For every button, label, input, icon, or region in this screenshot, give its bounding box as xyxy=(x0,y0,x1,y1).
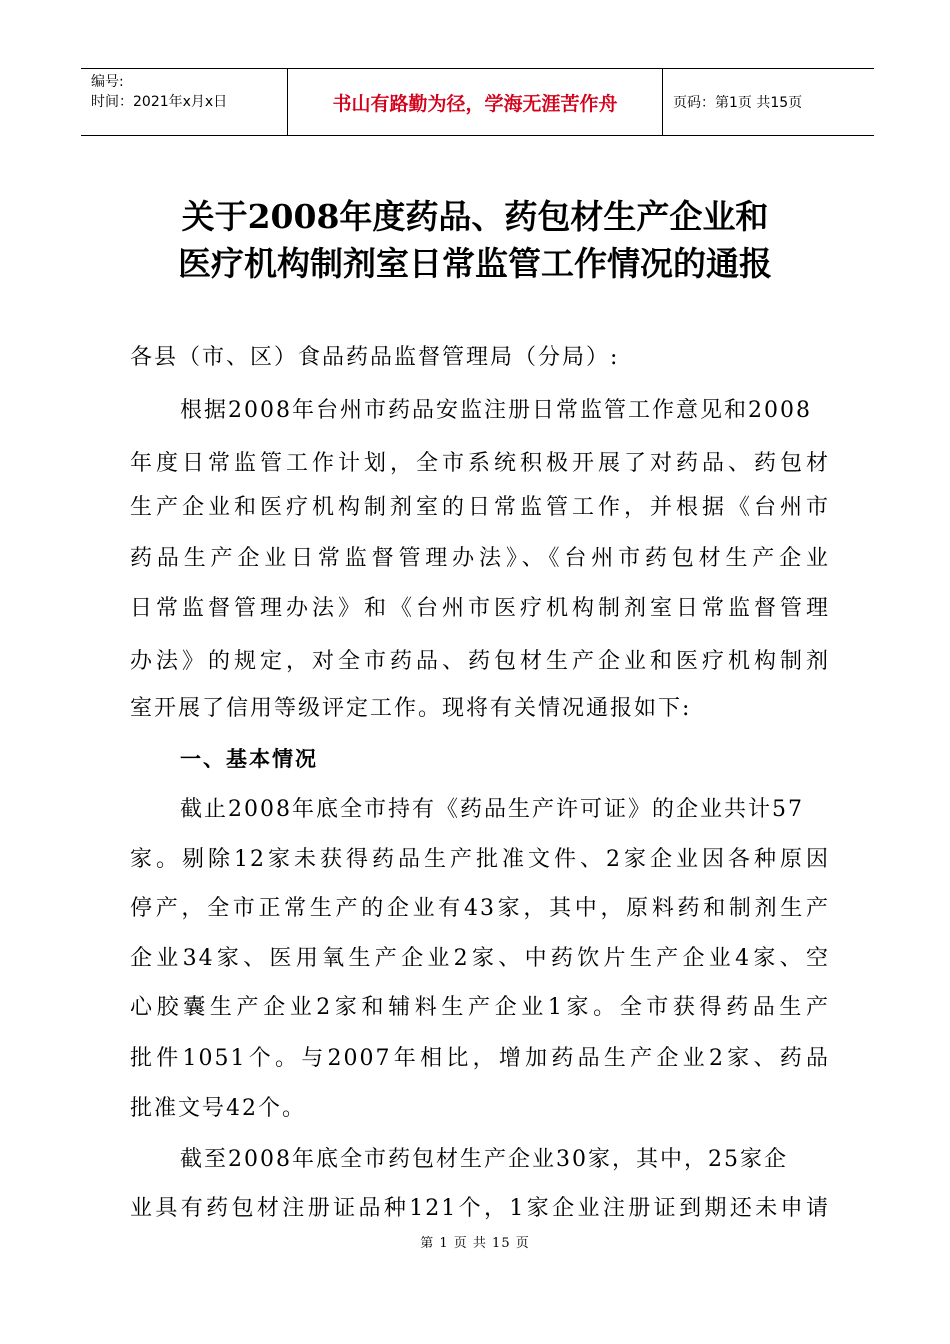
paragraph-line: 生产企业和医疗机构制剂室的日常监管工作，并根据《台州市 xyxy=(130,495,830,520)
serial-label: 编号: xyxy=(91,74,124,90)
paragraph-line: 药品生产企业日常监督管理办法》、《台州市药包材生产企业 xyxy=(130,546,830,571)
document-title-line2: 医疗机构制剂室日常监管工作情况的通报 xyxy=(178,244,772,283)
paragraph-line: 家。剔除12家未获得药品生产批准文件、2家企业因各种原因 xyxy=(130,847,830,872)
paragraph-line: 室开展了信用等级评定工作。现将有关情况通报如下: xyxy=(130,696,692,721)
paragraph-line: 批件1051个。与2007年相比，增加药品生产企业2家、药品 xyxy=(130,1046,830,1071)
paragraph-line: 心胶囊生产企业2家和辅料生产企业1家。全市获得药品生产 xyxy=(130,995,830,1020)
header-page-info: 页码：第1页 共15页 xyxy=(673,95,803,111)
paragraph-line: 办法》的规定，对全市药品、药包材生产企业和医疗机构制剂 xyxy=(130,649,830,674)
page-footer: 第 1 页 共 15 页 xyxy=(420,1236,530,1251)
header-motto: 书山有路勤为径，学海无涯苦作舟 xyxy=(287,69,663,135)
paragraph-line: 年度日常监管工作计划，全市系统积极开展了对药品、药包材 xyxy=(130,451,830,476)
time-label: 时间：2021年x月x日 xyxy=(91,94,228,110)
paragraph-line: 企业34家、医用氧生产企业2家、中药饮片生产企业4家、空 xyxy=(130,946,830,971)
section-heading: 一、基本情况 xyxy=(180,747,318,771)
document-header xyxy=(81,68,874,136)
paragraph-line: 日常监督管理办法》和《台州市医疗机构制剂室日常监督管理 xyxy=(130,596,830,621)
paragraph-line: 根据2008年台州市药品安监注册日常监管工作意见和2008 xyxy=(180,398,812,423)
paragraph-line: 业具有药包材注册证品种121个，1家企业注册证到期还未申请 xyxy=(130,1196,830,1221)
document-title-line1: 关于2008年度药品、药包材生产企业和 xyxy=(181,197,769,236)
paragraph-line: 停产，全市正常生产的企业有43家，其中，原料药和制剂生产 xyxy=(130,896,830,921)
header-meta xyxy=(81,69,287,135)
paragraph-line: 截至2008年底全市药包材生产企业30家，其中，25家企 xyxy=(180,1147,788,1172)
paragraph-line: 批准文号42个。 xyxy=(130,1096,306,1121)
paragraph-line: 截止2008年底全市持有《药品生产许可证》的企业共计57 xyxy=(180,797,804,822)
salutation: 各县（市、区）食品药品监督管理局（分局）: xyxy=(130,345,620,370)
